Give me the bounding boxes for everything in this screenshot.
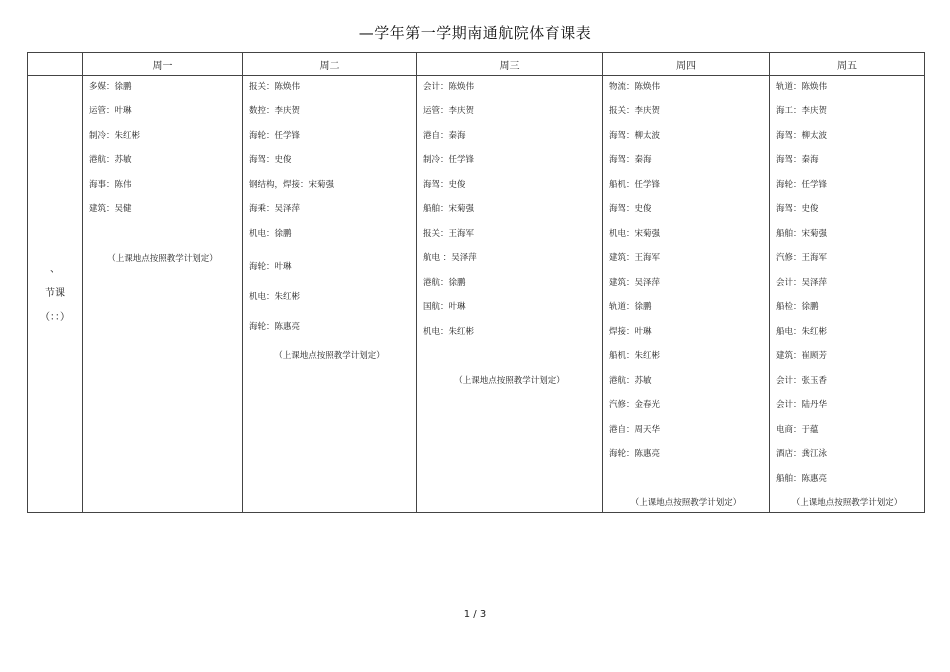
class-entry: 建筑：吴健 bbox=[89, 204, 132, 214]
location-note: （上课地点按照教学计划定） bbox=[274, 351, 385, 361]
day-cell-wednesday bbox=[417, 76, 603, 513]
class-entry: 船机：任学锋 bbox=[609, 180, 661, 190]
class-entry: 汽修：王海军 bbox=[776, 253, 828, 263]
class-entry: 船电：朱红彬 bbox=[776, 327, 828, 337]
class-entry: 海驾：秦海 bbox=[609, 155, 652, 165]
class-entry: 报关：陈焕伟 bbox=[249, 82, 301, 92]
class-entry: 海驾：柳太波 bbox=[776, 131, 828, 141]
class-entry: 国航：叶琳 bbox=[423, 302, 466, 312]
day-cell-monday bbox=[83, 76, 243, 513]
class-entry: 海轮：陈惠亮 bbox=[609, 449, 661, 459]
class-entry: 海驾：史俊 bbox=[423, 180, 466, 190]
class-entry: 制冷：朱红彬 bbox=[89, 131, 141, 141]
class-entry: 机电：朱红彬 bbox=[249, 292, 301, 302]
class-entry: 港航：苏敏 bbox=[89, 155, 132, 165]
class-entry: 多媒：徐鹏 bbox=[89, 82, 132, 92]
class-entry: 电商：于蕴 bbox=[776, 425, 819, 435]
class-entry: 海驾：史俊 bbox=[609, 204, 652, 214]
class-entry: 钢结构，焊接：宋菊强 bbox=[249, 180, 335, 190]
class-entry: 焊接：叶琳 bbox=[609, 327, 652, 337]
class-entry: 运管：叶琳 bbox=[89, 106, 132, 116]
class-entry: 汽修：金春光 bbox=[609, 400, 661, 410]
location-note: （上课地点按照教学计划定） bbox=[630, 498, 742, 508]
class-entry: 报关：李庆贺 bbox=[609, 106, 661, 116]
schedule-table bbox=[27, 52, 925, 513]
class-entry: 海轮：叶琳 bbox=[249, 262, 292, 272]
header-tuesday: 周二 bbox=[243, 53, 417, 76]
location-note: （上课地点按照教学计划定） bbox=[454, 376, 565, 386]
class-entry: 物流：陈焕伟 bbox=[609, 82, 661, 92]
class-entry: 轨道：陈焕伟 bbox=[776, 82, 828, 92]
class-entry: 酒店：龚江泳 bbox=[776, 449, 828, 459]
class-entry: 港自：秦海 bbox=[423, 131, 466, 141]
day-cell-friday bbox=[770, 76, 925, 513]
class-entry: 海驾：柳太波 bbox=[609, 131, 661, 141]
period-line-1: 、 bbox=[50, 264, 60, 275]
class-entry: 海工：李庆贺 bbox=[776, 106, 828, 116]
class-entry: 建筑：王海军 bbox=[609, 253, 661, 263]
class-entry: 海驾：史俊 bbox=[249, 155, 292, 165]
class-entry: 船舶：宋菊强 bbox=[423, 204, 475, 214]
header-row bbox=[28, 53, 925, 76]
period-line-3: （：：） bbox=[40, 312, 70, 323]
class-entry: 轨道：徐鹏 bbox=[609, 302, 652, 312]
class-entry: 海轮：任学锋 bbox=[776, 180, 828, 190]
location-note: （上课地点按照教学计划定） bbox=[107, 254, 218, 264]
day-cell-tuesday bbox=[243, 76, 417, 513]
class-entry: 建筑：吴泽萍 bbox=[609, 278, 661, 288]
page-title: —学年第一学期南通航院体育课表 bbox=[358, 24, 592, 42]
period-cell bbox=[28, 76, 83, 513]
header-monday: 周一 bbox=[83, 53, 243, 76]
class-entry: 机电：徐鹏 bbox=[249, 229, 292, 239]
class-entry: 船检：徐鹏 bbox=[776, 302, 819, 312]
class-entry: 航电 ：吴泽萍 bbox=[423, 253, 477, 263]
header-friday: 周五 bbox=[770, 53, 925, 76]
class-entry: 制冷：任学锋 bbox=[423, 155, 475, 165]
class-entry: 海轮：陈惠亮 bbox=[249, 322, 301, 332]
class-entry: 数控：李庆贺 bbox=[249, 106, 301, 116]
class-entry: 机电：宋菊强 bbox=[609, 229, 661, 239]
class-entry: 港航：苏敏 bbox=[609, 376, 652, 386]
class-entry: 港航：徐鹏 bbox=[423, 278, 466, 288]
class-entry: 运管：李庆贺 bbox=[423, 106, 475, 116]
header-thursday: 周四 bbox=[603, 53, 770, 76]
class-entry: 会计：陆丹华 bbox=[776, 400, 828, 410]
day-cell-thursday bbox=[603, 76, 770, 513]
class-entry: 海乘：吴泽萍 bbox=[249, 204, 301, 214]
location-note: （上课地点按照教学计划定） bbox=[791, 498, 903, 508]
class-entry: 报关：王海军 bbox=[423, 229, 475, 239]
class-entry: 海轮：任学锋 bbox=[249, 131, 301, 141]
schedule-row bbox=[28, 76, 925, 513]
period-line-2: 节课 bbox=[45, 288, 65, 299]
header-wednesday: 周三 bbox=[417, 53, 603, 76]
class-entry: 会计：吴泽萍 bbox=[776, 278, 828, 288]
page-number: 1 / 3 bbox=[463, 609, 487, 620]
class-entry: 海驾：史俊 bbox=[776, 204, 819, 214]
class-entry: 船舶：陈惠亮 bbox=[776, 474, 828, 484]
class-entry: 建筑：崔顾芳 bbox=[776, 351, 828, 361]
class-entry: 船机：朱红彬 bbox=[609, 351, 661, 361]
class-entry: 会计：张玉香 bbox=[776, 376, 828, 386]
class-entry: 会计：陈焕伟 bbox=[423, 82, 475, 92]
header-corner bbox=[28, 53, 83, 76]
class-entry: 海事：陈伟 bbox=[89, 180, 132, 190]
class-entry: 机电：朱红彬 bbox=[423, 327, 475, 337]
class-entry: 港自：周天华 bbox=[609, 425, 661, 435]
class-entry: 船舶：宋菊强 bbox=[776, 229, 828, 239]
class-entry: 海驾：秦海 bbox=[776, 155, 819, 165]
